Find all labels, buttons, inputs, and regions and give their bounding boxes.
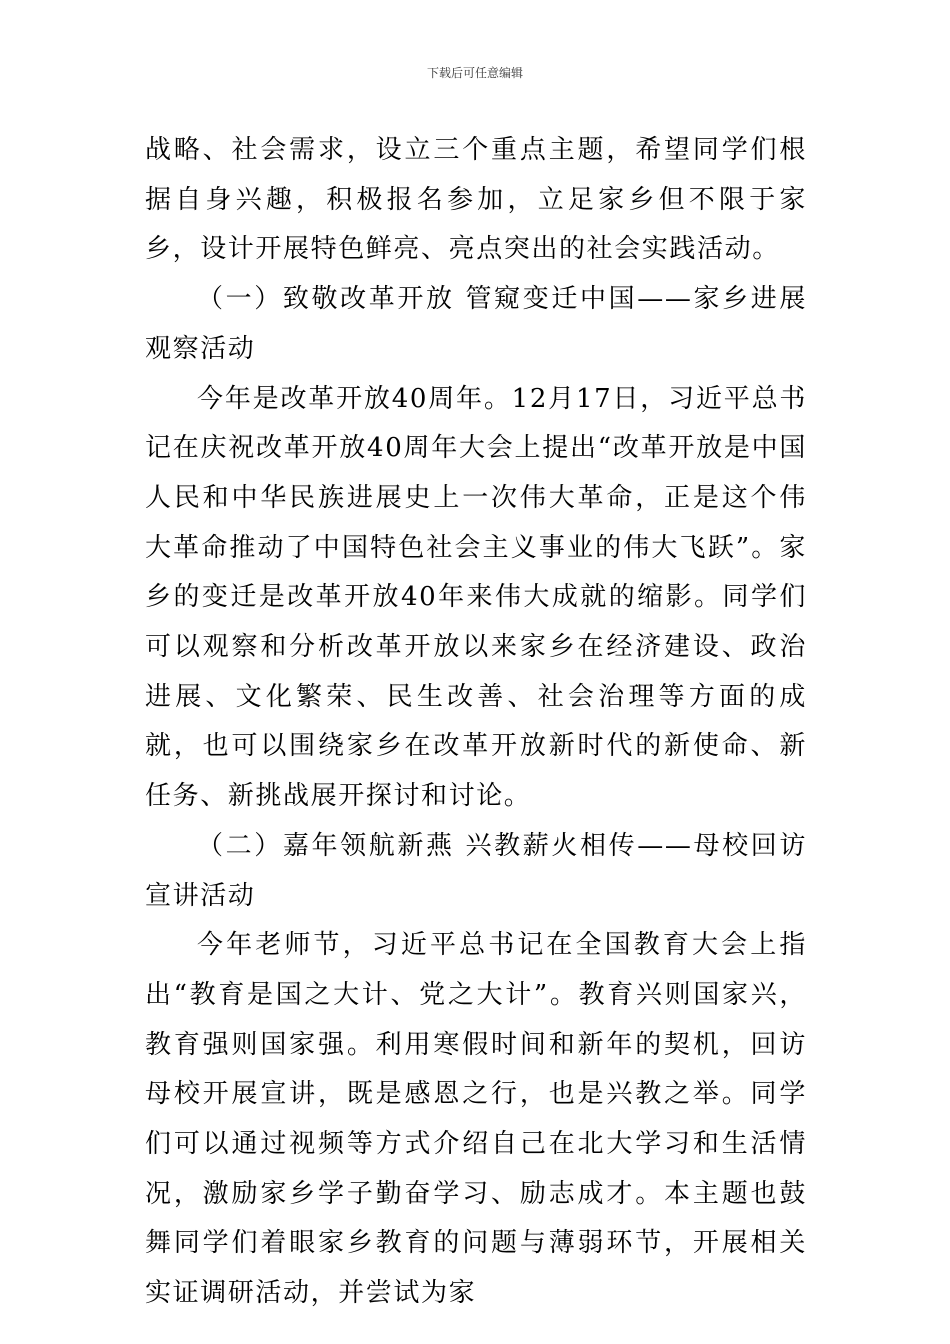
paragraph: 今年老师节，习近平总书记在全国教育大会上指出“教育是国之大计、党之大计”。教育兴则国家兴，教育强则国家强。利用寒假时间和新年的契机，回访母校开展宣讲，既是感恩之行，也是兴教之举。同学们可以通过视频等方式介绍自己在北大学习和生活情况，激励家乡学子勤奋学习、励志成才。本主题也鼓舞同学们着眼家乡教育的问题与薄弱环节，开展相关实证调研活动，并尝试为家 [145, 930, 807, 1309]
paragraph: 今年是改革开放40周年。12月17日，习近平总书记在庆祝改革开放40周年大会上提出“改革开放是中国人民和中华民族进展史上一次伟大革命，正是这个伟大革命推动了中国特色社会主义事业的伟大飞跃”。家乡的变迁是改革开放40年来伟大成就的缩影。同学们可以观察和分析改革开放以来家乡在经济建设、政治进展、文化繁荣、民生改善、社会治理等方面的成就，也可以围绕家乡在改革开放新时代的新使命、新任务、新挑战展开探讨和讨论。 [145, 383, 807, 812]
section-heading-1: （一）致敬改革开放 管窥变迁中国——家乡进展观察活动 [145, 284, 807, 364]
page-header: 下载后可任意编辑 [426, 66, 523, 80]
section-heading-2: （二）嘉年领航新燕 兴教薪火相传——母校回访宣讲活动 [145, 830, 807, 911]
paragraph: 战略、社会需求，设立三个重点主题，希望同学们根据自身兴趣，积极报名参加，立足家乡但不限于家乡，设计开展特色鲜亮、亮点突出的社会实践活动。 [145, 135, 807, 265]
body-text [145, 126, 807, 1319]
